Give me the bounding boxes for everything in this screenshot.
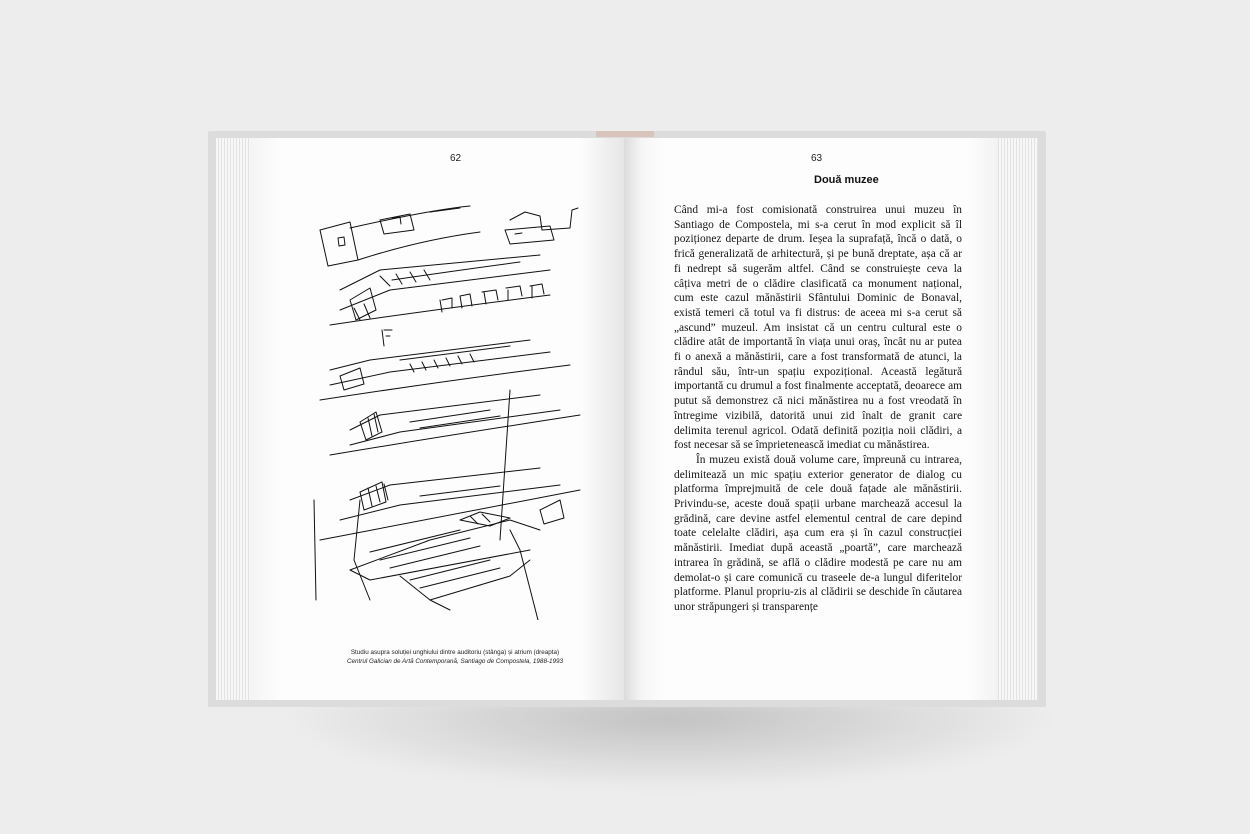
left-page: [250, 138, 624, 700]
right-page: [624, 138, 998, 700]
page-number-left: 62: [450, 153, 462, 164]
figure-caption: [320, 648, 590, 666]
caption-line-1: Studiu asupra soluției unghiului dintre auditoriu (stânga) și atrium (dreapta): [350, 649, 560, 656]
chapter-title: Două muzee: [814, 174, 879, 186]
body-text: [674, 203, 962, 615]
page-number-right: 63: [811, 153, 823, 164]
paragraph-2: În muzeu există două volume care, împreună cu intrarea, delimitează un mic spațiu exterior generator de dialog cu platforma împrejmuită de cele două fațade ale mănăstirii. Privindu-se, aceste două spații urbane marchează accesul la grădină, care devine astfel elementul central de care depind toate celelalte clădiri, așa cum era și în cazul construcției mănăstirii. Imediat după această „poartă”, care marchează intrarea în grădină, se află o clădire modestă pe care nu am demolat-o și care comunică cu traseele de-a lungul diferitelor platforme. Planul propriu-zis al clădirii se deschide în căutarea unor străpungeri și transparențe: [674, 453, 962, 613]
caption-line-2: Centrul Galician de Artă Contemporană, Santiago de Compostela, 1988-1993: [346, 658, 564, 665]
architectural-sketch: [310, 200, 590, 620]
cover-spine-tint: [596, 131, 654, 137]
book-shadow: [280, 700, 1060, 790]
page-stack-right: [996, 138, 1038, 700]
paragraph-1: Când mi-a fost comisionată construirea unui muzeu în Santiago de Compostela, mi s-a cerut în mod explicit să îl poziționez departe de drum. Ieșea la suprafață, încă o dată, o frică generalizată de arhitectură, și pe bună dreptate, așa că ar fi nedrept să sugerăm altfel. Când se construiește ceva la câțiva metri de o clădire clasificată ca monument național, cum este cazul mănăstirii Sfântului Dominic de Bonaval, există temeri că totul va fi distrus: de aceea mi s-a cerut să „ascund” muzeul. Am insistat că un centru cultural este o clădire atât de importantă în viața unui oraș, încât nu ar putea fi o anexă a mănăstirii, care a fost transformată de atunci, la rândul său, într-un spațiu expozițional. Această legătură importantă cu drumul a fost finalmente acceptată, deoarece am putut să demonstrez că nici mănăstirea nu a fost vreodată în întregime vizibilă, datorită unui zid înalt de granit care delimita terenul agricol. Odată definită poziția noii clădiri, a fost necesar să se împrietenească imediat cu mănăstirea.: [674, 204, 962, 452]
